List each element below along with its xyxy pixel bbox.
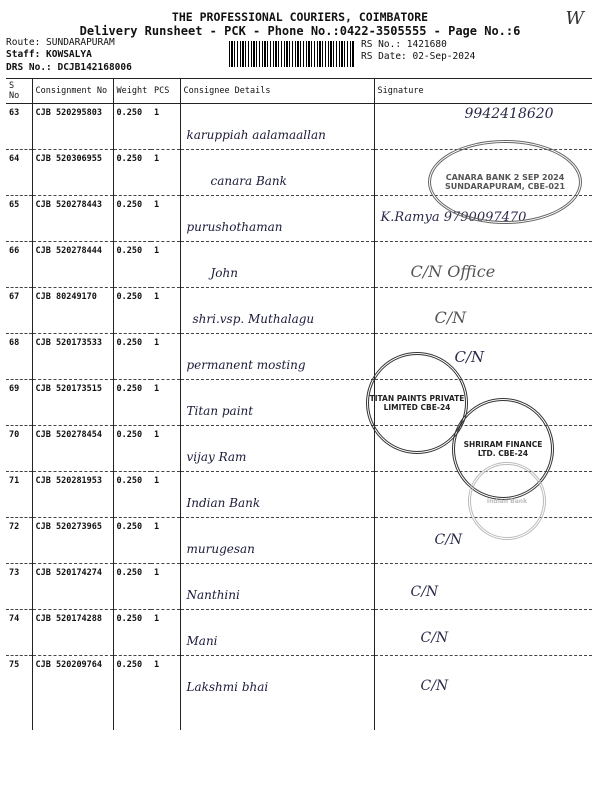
consignee-handwriting: permanent mosting (186, 358, 306, 372)
consignment-no: CJB 520273965 (32, 518, 113, 564)
weight: 0.250 (113, 472, 151, 518)
signature-cell (374, 610, 592, 656)
sno: 63 (6, 104, 32, 150)
consignee-handwriting: murugesan (186, 542, 255, 556)
consignee-handwriting: canara Bank (210, 174, 287, 188)
consignment-no: CJB 520278443 (32, 196, 113, 242)
sno: 74 (6, 610, 32, 656)
pcs: 1 (151, 334, 180, 380)
weight: 0.250 (113, 150, 151, 196)
signature-text: C/N (410, 584, 439, 600)
weight: 0.250 (113, 288, 151, 334)
col-signature: Signature (374, 79, 592, 104)
weight: 0.250 (113, 334, 151, 380)
canara-bank-stamp: CANARA BANK 2 SEP 2024 SUNDARAPURAM, CBE-021 (428, 140, 582, 224)
consignee-cell (180, 196, 374, 242)
weight: 0.250 (113, 610, 151, 656)
col-consignee: Consignee Details (180, 79, 374, 104)
col-sno: S No (6, 79, 32, 104)
weight: 0.250 (113, 656, 151, 731)
signature-text: C/N (434, 532, 463, 548)
consignee-handwriting: Mani (186, 634, 218, 648)
consignee-handwriting: purushothaman (186, 220, 283, 234)
signature-text: C/N (420, 678, 449, 694)
consignee-handwriting: shri.vsp. Muthalagu (192, 312, 315, 326)
pcs: 1 (151, 610, 180, 656)
consignee-cell (180, 150, 374, 196)
pcs: 1 (151, 150, 180, 196)
pcs: 1 (151, 564, 180, 610)
sno: 69 (6, 380, 32, 426)
consignee-cell (180, 334, 374, 380)
sno: 64 (6, 150, 32, 196)
table-row (6, 242, 592, 288)
signature-cell (374, 656, 592, 731)
pcs: 1 (151, 196, 180, 242)
table-row (6, 564, 592, 610)
pcs: 1 (151, 288, 180, 334)
consignee-handwriting: Titan paint (186, 404, 254, 418)
weight: 0.250 (113, 104, 151, 150)
sno: 68 (6, 334, 32, 380)
consignee-handwriting: Indian Bank (186, 496, 261, 510)
weight: 0.250 (113, 242, 151, 288)
rs-number: RS No.: 1421680 (361, 39, 447, 50)
sno: 75 (9, 660, 20, 670)
consignee-cell (180, 518, 374, 564)
indian-bank-stamp: Indian Bank (468, 462, 546, 540)
consignee-cell (180, 564, 374, 610)
signature-text: C/N Office (410, 262, 496, 281)
drs-number: DRS No.: DCJB142168006 (6, 62, 132, 73)
consignment-no: CJB 520209764 (32, 656, 113, 731)
consignee-cell (180, 242, 374, 288)
signature-text: K.Ramya 9790097470 (380, 210, 527, 225)
consignee-handwriting: karuppiah aalamaallan (186, 128, 326, 142)
consignee-cell (180, 288, 374, 334)
signature-text: C/N (434, 308, 467, 327)
rs-date: RS Date: 02-Sep-2024 (361, 51, 476, 62)
pcs: 1 (154, 660, 160, 670)
pcs: 1 (151, 380, 180, 426)
consignee-cell (180, 472, 374, 518)
sno: 66 (6, 242, 32, 288)
consignee-handwriting: Lakshmi bhai (186, 680, 269, 694)
signature-text: 9942418620 (464, 106, 554, 122)
route-label: Route: SUNDARAPURAM (6, 37, 115, 48)
pcs: 1 (151, 242, 180, 288)
signature-cell (374, 288, 592, 334)
signature-cell (374, 242, 592, 288)
table-row (6, 334, 592, 380)
consignee-handwriting: John (210, 266, 238, 280)
table-header-row (6, 79, 592, 104)
consignee-handwriting: vijay Ram (186, 450, 247, 464)
consignee-cell (180, 656, 374, 731)
corner-mark: W (565, 8, 584, 29)
consignment-no: CJB 520281953 (32, 472, 113, 518)
signature-cell (374, 564, 592, 610)
page-header-subtitle: Delivery Runsheet - PCK - Phone No.:0422-3505555 - Page No.:6 (79, 24, 521, 38)
sno: 70 (6, 426, 32, 472)
weight: 0.250 (113, 564, 151, 610)
pcs: 1 (151, 104, 180, 150)
shriram-finance-stamp: SHRIRAM FINANCE LTD. CBE-24 (452, 398, 554, 500)
staff-label: Staff: KOWSALYA (6, 49, 92, 60)
weight: 0.250 (113, 426, 151, 472)
consignee-cell (180, 380, 374, 426)
consignment-no: CJB 520306955 (32, 150, 113, 196)
weight: 0.250 (113, 196, 151, 242)
consignee-cell (180, 426, 374, 472)
signature-text: C/N (454, 348, 485, 366)
weight: 0.250 (113, 380, 151, 426)
consignee-cell (180, 104, 374, 150)
consignment-no: CJB 520278444 (32, 242, 113, 288)
sno: 72 (6, 518, 32, 564)
sno: 65 (6, 196, 32, 242)
col-consignment: Consignment No (32, 79, 113, 104)
col-pcs: PCS (151, 79, 180, 104)
sno: 73 (6, 564, 32, 610)
page-header-title: THE PROFESSIONAL COURIERS, COIMBATORE (171, 10, 429, 24)
consignee-handwriting: Nanthini (186, 588, 240, 602)
consignment-no: CJB 520174274 (32, 564, 113, 610)
consignment-no: CJB 80249170 (32, 288, 113, 334)
col-weight: Weight (113, 79, 151, 104)
table-row (6, 610, 592, 656)
signature-text: C/N (420, 630, 449, 646)
consignment-no: CJB 520174288 (32, 610, 113, 656)
pcs: 1 (151, 426, 180, 472)
consignee-cell (180, 610, 374, 656)
consignment-no: CJB 520278454 (32, 426, 113, 472)
sno: 67 (6, 288, 32, 334)
pcs: 1 (151, 518, 180, 564)
consignment-no: CJB 520295803 (32, 104, 113, 150)
consignment-no: CJB 520173515 (32, 380, 113, 426)
consignment-no: CJB 520173533 (32, 334, 113, 380)
weight: 0.250 (113, 518, 151, 564)
pcs: 1 (151, 472, 180, 518)
table-row (6, 656, 592, 731)
sno: 71 (6, 472, 32, 518)
titan-paints-stamp: TITAN PAINTS PRIVATE LIMITED CBE-24 (366, 352, 468, 454)
table-row (6, 288, 592, 334)
barcode (229, 41, 354, 67)
